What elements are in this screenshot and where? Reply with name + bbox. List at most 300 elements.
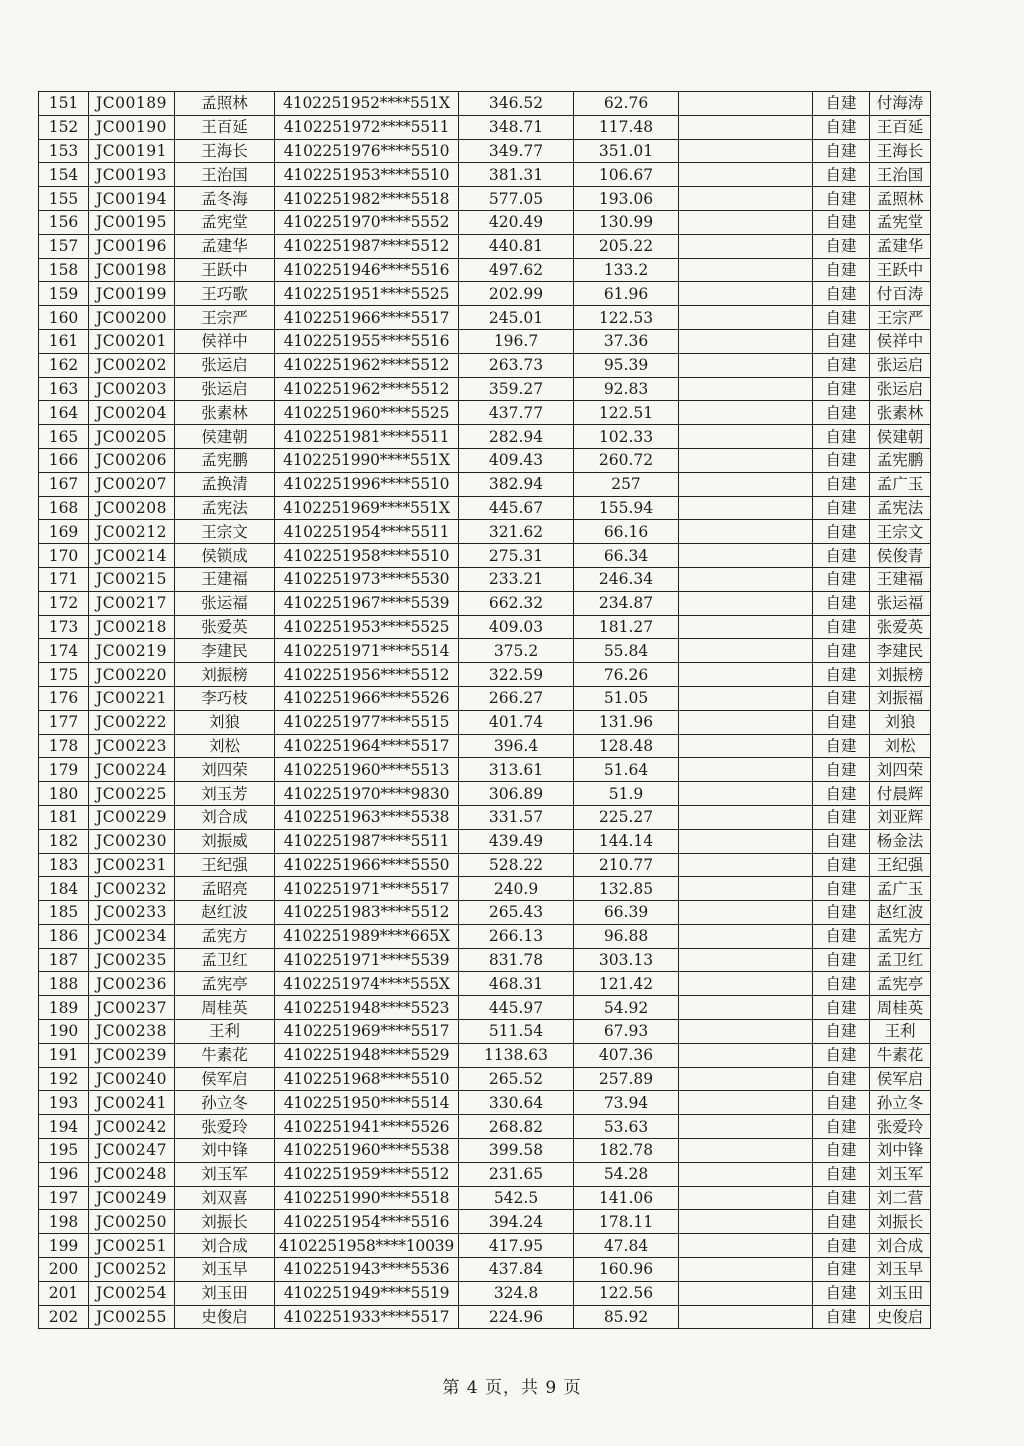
id-number: 4102251989****665X [275,924,459,948]
build-type: 自建 [813,758,870,782]
holder-name: 刘狼 [870,710,931,734]
owner-name: 牛素花 [175,1043,275,1067]
remark-cell [679,567,813,591]
remark-cell [679,187,813,211]
row-index: 195 [39,1139,89,1163]
remark-cell [679,448,813,472]
owner-name: 孟冬海 [175,187,275,211]
remark-cell [679,472,813,496]
area-value: 231.65 [459,1162,574,1186]
record-code: JC00223 [89,734,175,758]
table-row [39,234,931,258]
table-row [39,1115,931,1139]
remark-cell [679,163,813,187]
owner-name: 王宗严 [175,306,275,330]
row-index: 161 [39,329,89,353]
row-index: 196 [39,1162,89,1186]
owner-name: 孟换清 [175,472,275,496]
row-index: 153 [39,139,89,163]
remark-cell [679,1210,813,1234]
holder-name: 王纪强 [870,853,931,877]
record-code: JC00254 [89,1281,175,1305]
record-code: JC00219 [89,639,175,663]
record-code: JC00249 [89,1186,175,1210]
record-code: JC00198 [89,258,175,282]
area-value: 394.24 [459,1210,574,1234]
table-row [39,877,931,901]
id-number: 4102251941****5526 [275,1115,459,1139]
owner-name: 王跃中 [175,258,275,282]
holder-name: 张爱玲 [870,1115,931,1139]
area-value: 437.77 [459,401,574,425]
remark-cell [679,139,813,163]
remark-cell [679,758,813,782]
id-number: 4102251981****5511 [275,425,459,449]
id-number: 4102251987****5512 [275,234,459,258]
row-index: 155 [39,187,89,211]
row-index: 186 [39,924,89,948]
record-code: JC00238 [89,1020,175,1044]
id-number: 4102251962****5512 [275,377,459,401]
owner-name: 孟建华 [175,234,275,258]
record-code: JC00221 [89,686,175,710]
build-type: 自建 [813,1139,870,1163]
build-type: 自建 [813,1258,870,1282]
remark-cell [679,496,813,520]
secondary-area-value: 106.67 [574,163,679,187]
owner-name: 王建福 [175,567,275,591]
area-value: 265.43 [459,901,574,925]
record-code: JC00205 [89,425,175,449]
build-type: 自建 [813,1020,870,1044]
row-index: 174 [39,639,89,663]
holder-name: 刘松 [870,734,931,758]
record-code: JC00215 [89,567,175,591]
row-index: 167 [39,472,89,496]
secondary-area-value: 122.53 [574,306,679,330]
holder-name: 周桂英 [870,996,931,1020]
record-code: JC00191 [89,139,175,163]
row-index: 188 [39,972,89,996]
area-value: 313.61 [459,758,574,782]
build-type: 自建 [813,425,870,449]
area-value: 266.27 [459,686,574,710]
row-index: 202 [39,1305,89,1329]
area-value: 263.73 [459,353,574,377]
build-type: 自建 [813,234,870,258]
owner-name: 张运启 [175,353,275,377]
owner-name: 王宗文 [175,520,275,544]
id-number: 4102251948****5523 [275,996,459,1020]
holder-name: 孙立冬 [870,1091,931,1115]
secondary-area-value: 303.13 [574,948,679,972]
holder-name: 刘振福 [870,686,931,710]
id-number: 4102251962****5512 [275,353,459,377]
remark-cell [679,877,813,901]
table-row [39,710,931,734]
record-code: JC00189 [89,92,175,116]
id-number: 4102251933****5517 [275,1305,459,1329]
row-index: 157 [39,234,89,258]
holder-name: 侯祥中 [870,329,931,353]
holder-name: 孟卫红 [870,948,931,972]
table-row [39,805,931,829]
remark-cell [679,1162,813,1186]
table-row [39,1186,931,1210]
owner-name: 刘玉早 [175,1258,275,1282]
area-value: 382.94 [459,472,574,496]
remark-cell [679,1234,813,1258]
build-type: 自建 [813,401,870,425]
owner-name: 刘玉军 [175,1162,275,1186]
area-value: 324.8 [459,1281,574,1305]
remark-cell [679,1258,813,1282]
owner-name: 李建民 [175,639,275,663]
remark-cell [679,901,813,925]
holder-name: 王百延 [870,115,931,139]
build-type: 自建 [813,591,870,615]
holder-name: 孟宪方 [870,924,931,948]
holder-name: 王宗严 [870,306,931,330]
area-value: 437.84 [459,1258,574,1282]
remark-cell [679,92,813,116]
area-value: 331.57 [459,805,574,829]
build-type: 自建 [813,901,870,925]
remark-cell [679,710,813,734]
record-code: JC00202 [89,353,175,377]
area-value: 322.59 [459,663,574,687]
build-type: 自建 [813,996,870,1020]
table-row [39,377,931,401]
holder-name: 王利 [870,1020,931,1044]
secondary-area-value: 260.72 [574,448,679,472]
owner-name: 侯建朝 [175,425,275,449]
owner-name: 王利 [175,1020,275,1044]
record-code: JC00203 [89,377,175,401]
row-index: 187 [39,948,89,972]
build-type: 自建 [813,306,870,330]
table-row [39,1258,931,1282]
row-index: 178 [39,734,89,758]
secondary-area-value: 131.96 [574,710,679,734]
remark-cell [679,853,813,877]
area-value: 346.52 [459,92,574,116]
id-number: 4102251987****5511 [275,829,459,853]
table-row [39,639,931,663]
row-index: 189 [39,996,89,1020]
table-row [39,425,931,449]
area-value: 468.31 [459,972,574,996]
row-index: 172 [39,591,89,615]
area-value: 321.62 [459,520,574,544]
owner-name: 李巧枝 [175,686,275,710]
id-number: 4102251971****5539 [275,948,459,972]
secondary-area-value: 66.16 [574,520,679,544]
record-code: JC00247 [89,1139,175,1163]
remark-cell [679,234,813,258]
owner-name: 张运福 [175,591,275,615]
owner-name: 刘中锋 [175,1139,275,1163]
owner-name: 王纪强 [175,853,275,877]
remark-cell [679,924,813,948]
owner-name: 刘玉芳 [175,782,275,806]
build-type: 自建 [813,615,870,639]
holder-name: 史俊启 [870,1305,931,1329]
build-type: 自建 [813,710,870,734]
area-value: 528.22 [459,853,574,877]
table-row [39,115,931,139]
build-type: 自建 [813,92,870,116]
build-type: 自建 [813,329,870,353]
remark-cell [679,1020,813,1044]
holder-name: 孟照林 [870,187,931,211]
owner-name: 王巧歌 [175,282,275,306]
build-type: 自建 [813,282,870,306]
id-number: 4102251972****5511 [275,115,459,139]
row-index: 176 [39,686,89,710]
secondary-area-value: 95.39 [574,353,679,377]
holder-name: 孟宪堂 [870,210,931,234]
holder-name: 张爱英 [870,615,931,639]
secondary-area-value: 66.39 [574,901,679,925]
row-index: 168 [39,496,89,520]
build-type: 自建 [813,163,870,187]
row-index: 173 [39,615,89,639]
secondary-area-value: 53.63 [574,1115,679,1139]
id-number: 4102251943****5536 [275,1258,459,1282]
area-value: 439.49 [459,829,574,853]
id-number: 4102251952****551X [275,92,459,116]
secondary-area-value: 130.99 [574,210,679,234]
area-value: 224.96 [459,1305,574,1329]
id-number: 4102251958****5510 [275,544,459,568]
secondary-area-value: 67.93 [574,1020,679,1044]
record-code: JC00199 [89,282,175,306]
table-row [39,282,931,306]
page-number: 第 4 页，共 9 页 [442,1378,582,1398]
table-row [39,901,931,925]
holder-name: 侯建朝 [870,425,931,449]
build-type: 自建 [813,115,870,139]
table-row [39,210,931,234]
row-index: 162 [39,353,89,377]
remark-cell [679,829,813,853]
build-type: 自建 [813,472,870,496]
holder-name: 孟宪亭 [870,972,931,996]
row-index: 169 [39,520,89,544]
secondary-area-value: 407.36 [574,1043,679,1067]
holder-name: 侯军启 [870,1067,931,1091]
record-code: JC00218 [89,615,175,639]
build-type: 自建 [813,187,870,211]
secondary-area-value: 160.96 [574,1258,679,1282]
table-row [39,972,931,996]
table-row [39,544,931,568]
table-row [39,306,931,330]
row-index: 160 [39,306,89,330]
area-value: 511.54 [459,1020,574,1044]
id-number: 4102251990****5518 [275,1186,459,1210]
table-row [39,829,931,853]
record-code: JC00231 [89,853,175,877]
record-code: JC00204 [89,401,175,425]
build-type: 自建 [813,1234,870,1258]
record-code: JC00207 [89,472,175,496]
owner-name: 王海长 [175,139,275,163]
secondary-area-value: 141.06 [574,1186,679,1210]
remark-cell [679,353,813,377]
record-code: JC00252 [89,1258,175,1282]
row-index: 190 [39,1020,89,1044]
secondary-area-value: 51.9 [574,782,679,806]
holder-name: 王海长 [870,139,931,163]
row-index: 171 [39,567,89,591]
build-type: 自建 [813,1210,870,1234]
area-value: 399.58 [459,1139,574,1163]
build-type: 自建 [813,210,870,234]
row-index: 165 [39,425,89,449]
owner-name: 孟宪方 [175,924,275,948]
remark-cell [679,115,813,139]
table-row [39,615,931,639]
record-code: JC00196 [89,234,175,258]
area-value: 831.78 [459,948,574,972]
id-number: 4102251953****5525 [275,615,459,639]
row-index: 199 [39,1234,89,1258]
record-code: JC00237 [89,996,175,1020]
record-code: JC00232 [89,877,175,901]
id-number: 4102251982****5518 [275,187,459,211]
build-type: 自建 [813,972,870,996]
id-number: 4102251948****5529 [275,1043,459,1067]
secondary-area-value: 76.26 [574,663,679,687]
holder-name: 张运福 [870,591,931,615]
table-row [39,591,931,615]
id-number: 4102251996****5510 [275,472,459,496]
owner-name: 王治国 [175,163,275,187]
record-code: JC00206 [89,448,175,472]
table-row [39,1043,931,1067]
build-type: 自建 [813,829,870,853]
area-value: 359.27 [459,377,574,401]
build-type: 自建 [813,1186,870,1210]
build-type: 自建 [813,948,870,972]
remark-cell [679,1091,813,1115]
remark-cell [679,1186,813,1210]
table-row [39,1305,931,1329]
record-code: JC00248 [89,1162,175,1186]
record-code: JC00230 [89,829,175,853]
record-code: JC00225 [89,782,175,806]
table-row [39,401,931,425]
record-code: JC00241 [89,1091,175,1115]
remark-cell [679,782,813,806]
remark-cell [679,544,813,568]
holder-name: 刘中锋 [870,1139,931,1163]
remark-cell [679,377,813,401]
id-number: 4102251968****5510 [275,1067,459,1091]
area-value: 265.52 [459,1067,574,1091]
id-number: 4102251970****5552 [275,210,459,234]
secondary-area-value: 51.05 [574,686,679,710]
id-number: 4102251954****5516 [275,1210,459,1234]
secondary-area-value: 132.85 [574,877,679,901]
area-value: 497.62 [459,258,574,282]
build-type: 自建 [813,686,870,710]
holder-name: 付海涛 [870,92,931,116]
remark-cell [679,1281,813,1305]
record-code: JC00200 [89,306,175,330]
build-type: 自建 [813,496,870,520]
area-value: 245.01 [459,306,574,330]
holder-name: 孟宪鹏 [870,448,931,472]
table-row [39,163,931,187]
id-number: 4102251960****5513 [275,758,459,782]
record-code: JC00224 [89,758,175,782]
build-type: 自建 [813,1305,870,1329]
id-number: 4102251971****5514 [275,639,459,663]
secondary-area-value: 122.51 [574,401,679,425]
secondary-area-value: 66.34 [574,544,679,568]
remark-cell [679,663,813,687]
id-number: 4102251970****9830 [275,782,459,806]
area-value: 268.82 [459,1115,574,1139]
owner-name: 孟宪堂 [175,210,275,234]
row-index: 192 [39,1067,89,1091]
remark-cell [679,1067,813,1091]
build-type: 自建 [813,567,870,591]
table-row [39,258,931,282]
owner-name: 刘振威 [175,829,275,853]
remark-cell [679,639,813,663]
table-row [39,782,931,806]
secondary-area-value: 246.34 [574,567,679,591]
remark-cell [679,686,813,710]
secondary-area-value: 117.48 [574,115,679,139]
record-code: JC00229 [89,805,175,829]
table-row [39,663,931,687]
remark-cell [679,306,813,330]
secondary-area-value: 55.84 [574,639,679,663]
area-value: 662.32 [459,591,574,615]
build-type: 自建 [813,877,870,901]
table-row [39,1210,931,1234]
remark-cell [679,520,813,544]
holder-name: 付晨辉 [870,782,931,806]
area-value: 445.67 [459,496,574,520]
secondary-area-value: 51.64 [574,758,679,782]
secondary-area-value: 193.06 [574,187,679,211]
row-index: 163 [39,377,89,401]
table-row [39,686,931,710]
owner-name: 张爱玲 [175,1115,275,1139]
build-type: 自建 [813,734,870,758]
remark-cell [679,282,813,306]
holder-name: 王宗文 [870,520,931,544]
id-number: 4102251951****5525 [275,282,459,306]
secondary-area-value: 92.83 [574,377,679,401]
build-type: 自建 [813,544,870,568]
holder-name: 王跃中 [870,258,931,282]
holder-name: 刘玉早 [870,1258,931,1282]
holder-name: 赵红波 [870,901,931,925]
secondary-area-value: 54.28 [574,1162,679,1186]
area-value: 375.2 [459,639,574,663]
remark-cell [679,1043,813,1067]
remark-cell [679,401,813,425]
remark-cell [679,948,813,972]
id-number: 4102251976****5510 [275,139,459,163]
